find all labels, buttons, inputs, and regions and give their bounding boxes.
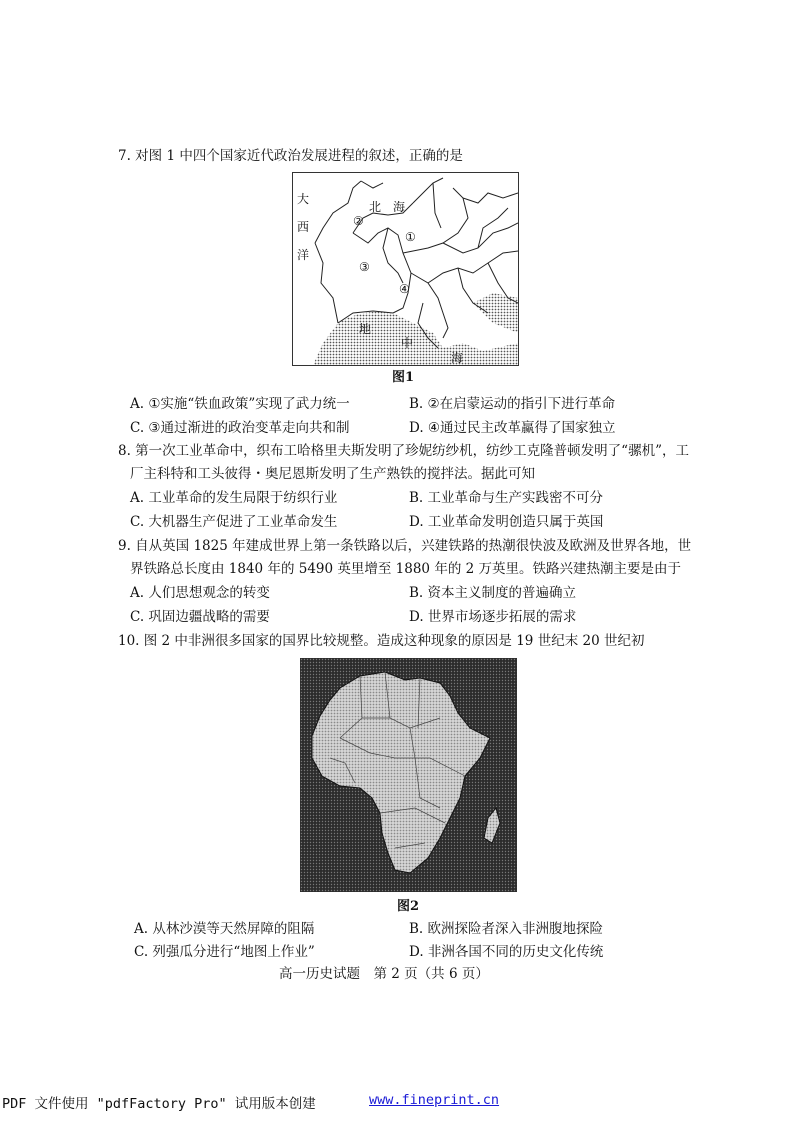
question-7-stem: 7. 对图 1 中四个国家近代政治发展进程的叙述，正确的是 — [118, 148, 463, 164]
map-marker-1: ① — [405, 230, 416, 244]
africa-map-graphic — [300, 658, 517, 892]
map-label-atlantic-2: 西 — [297, 220, 310, 234]
q9-option-d: D. 世界市场逐步拓展的需求 — [409, 609, 577, 625]
map-label-north-sea-2: 海 — [393, 200, 406, 214]
map-marker-3: ③ — [359, 260, 370, 274]
map-marker-4: ④ — [399, 282, 410, 296]
pdf-footer-text: PDF 文件使用 "pdfFactory Pro" 试用版本创建 — [2, 1096, 316, 1112]
europe-map — [292, 172, 519, 366]
map-label-atlantic-1: 大 — [297, 192, 310, 206]
q10-option-d: D. 非洲各国不同的历史文化传统 — [409, 944, 604, 960]
q10-option-c: C. 列强瓜分进行“地图上作业” — [134, 944, 315, 960]
q7-option-c: C. ③通过渐进的政治变革走向共和制 — [130, 420, 350, 436]
q9-option-b: B. 资本主义制度的普遍确立 — [409, 585, 577, 601]
q8-option-c: C. 大机器生产促进了工业革命发生 — [130, 514, 338, 530]
map-label-north-sea-1: 北 — [369, 200, 382, 214]
africa-map — [300, 658, 517, 892]
figure-1-caption: 图1 — [391, 370, 415, 385]
question-10-stem: 10. 图 2 中非洲很多国家的国界比较规整。造成这种现象的原因是 19 世纪末 20 世纪初 — [118, 633, 645, 649]
map-label-med-2: 中 — [401, 336, 414, 350]
map-label-med-1: 地 — [359, 322, 372, 336]
q8-option-b: B. 工业革命与生产实践密不可分 — [409, 490, 604, 506]
q10-option-b: B. 欧洲探险者深入非洲腹地探险 — [409, 921, 604, 937]
q8-option-d: D. 工业革命发明创造只属于英国 — [409, 514, 604, 530]
page-footer: 高一历史试题 第 2 页（共 6 页） — [279, 966, 489, 982]
fineprint-link[interactable]: www.fineprint.cn — [369, 1092, 500, 1108]
q8-option-a: A. 工业革命的发生局限于纺织行业 — [130, 490, 338, 506]
question-8-stem-line-2: 厂主科特和工头彼得・奥尼恩斯发明了生产熟铁的搅拌法。据此可知 — [130, 466, 535, 482]
question-9-stem-line-1: 9. 自从英国 1825 年建成世界上第一条铁路以后，兴建铁路的热潮很快波及欧洲及世界各地，世 — [118, 538, 692, 554]
q10-option-a: A. 从林沙漠等天然屏障的阻隔 — [134, 921, 315, 937]
figure-2-caption: 图2 — [396, 899, 420, 914]
question-8-stem-line-1: 8. 第一次工业革命中，织布工哈格里夫斯发明了珍妮纺纱机，纺纱工克隆普顿发明了“骡机”，工 — [118, 443, 689, 459]
q7-option-d: D. ④通过民主改革赢得了国家独立 — [409, 420, 616, 436]
map-label-atlantic-3: 洋 — [297, 248, 310, 262]
map-label-med-3: 海 — [451, 351, 464, 365]
europe-map-graphic — [293, 173, 518, 365]
q9-option-c: C. 巩固边疆战略的需要 — [130, 609, 270, 625]
map-marker-2: ② — [353, 214, 364, 228]
q7-option-a: A. ①实施“铁血政策”实现了武力统一 — [130, 396, 350, 412]
question-9-stem-line-2: 界铁路总长度由 1840 年的 5490 英里增至 1880 年的 2 万英里。铁路兴建热潮主要是由于 — [130, 561, 681, 577]
q9-option-a: A. 人们思想观念的转变 — [130, 585, 270, 601]
q7-option-b: B. ②在启蒙运动的指引下进行革命 — [409, 396, 616, 412]
